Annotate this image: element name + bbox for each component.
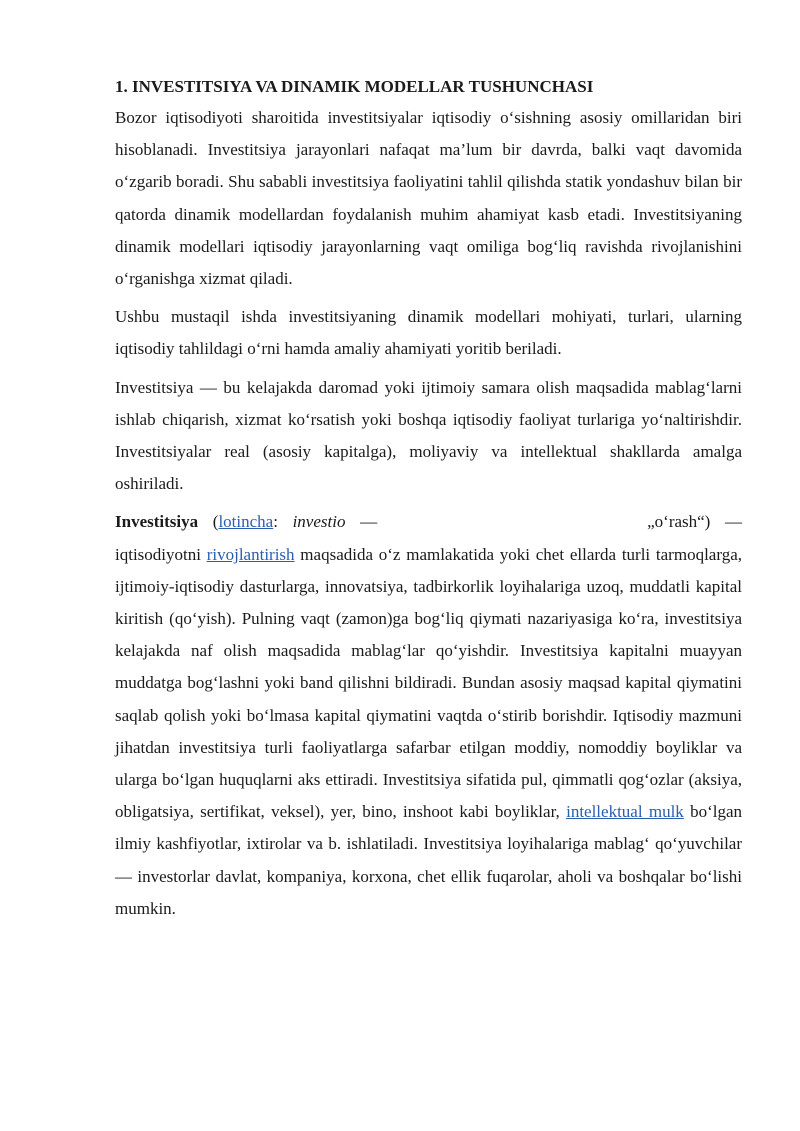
link-lotincha[interactable]: lotincha xyxy=(218,512,274,532)
text-a: iqtisodiyotni xyxy=(115,544,207,564)
text-c: bo‘lgan ilmiy kashfiyotlar, ixtirolar va b. ishlatiladi. Investitsiya loyihalariga mablag‘ qo‘yuvchilar — investorlar davlat, kompaniya, korxona, chet ellik fuqarolar, aholi va boshqalar bo‘lishi mumkin. xyxy=(115,802,743,918)
term-investitsiya: Investitsiya xyxy=(115,512,199,532)
paragraph-investitsiya-detail xyxy=(115,506,742,925)
latin-word: investio xyxy=(292,512,346,532)
link-intellektual-mulk[interactable]: intellektual mulk xyxy=(566,802,684,822)
text-b: maqsadida o‘z mamlakatida yoki chet ellarda turli tarmoqlarga, ijtimoiy-iqtisodiy dasturlarga, innovatsiya, tadbirkorlik loyihalariga uzoq, muddatli kapital kiritish (qo‘yish). Pulning vaqt (zamon)ga bog‘liq qiymati nazariyasiga ko‘ra, investitsiya kelajakda naf olish maqsadida mablag‘lar qo‘yishdir. Investitsiya kapitalni muayyan muddatga bog‘lashni yoki band qilishni bildiradi. Bundan asosiy maqsad kapital qiymatini saqlab qolish yoki bo‘lmasa kapital qiymatini vaqtda o‘stirib borishdir. Iqtisodiy mazmuni jihatdan investitsiya turli faoliyatlarga safarbar etilgan moddiy, nomoddiy boyliklar va ularga bo‘lgan huquqlarni aks ettiradi. Investitsiya sifatida pul, qimmatli qog‘ozlar (aksiya, obligatsiya, sertifikat, veksel), yer, bino, inshoot kabi boyliklar, xyxy=(115,544,742,822)
paragraph-scope: Ushbu mustaqil ishda investitsiyaning dinamik modellari mohiyati, turlari, ularning iqtisodiy tahlildagi o‘rni hamda amaliy ahamiyati yoritib beriladi. xyxy=(115,307,742,359)
dash: — xyxy=(345,512,378,532)
paragraph-definition: Investitsiya — bu kelajakda daromad yoki ijtimoiy samara olish maqsadida mablag‘larni ishlab chiqarish, xizmat ko‘rsatish yoki boshqa iqtisodiy faoliyat turlariga yo‘naltirishdir. Investitsiyalar real (asosiy kapitalga), moliyaviy va intellektual shakllarda amalga oshiriladi. xyxy=(115,377,742,494)
link-rivojlantirish[interactable]: rivojlantirish xyxy=(206,544,295,564)
document-page xyxy=(115,62,742,931)
paren-open: ( xyxy=(198,512,219,532)
translation: „o‘rash“) — xyxy=(647,512,742,532)
paragraph-intro: Bozor iqtisodiyoti sharoitida investitsiyalar iqtisodiy o‘sishning asosiy omillaridan biri hisoblanadi. Investitsiya jarayonlari nafaqat ma’lum bir davrda, balki vaqt davomida o‘zgarib boradi. Shu sababli investitsiya faoliyatini tahlil qilishda statik yondashuv bilan bir qatorda dinamik modellardan foydalanish muhim ahamiyat kasb etadi. Investitsiyaning dinamik modellari iqtisodiy jarayonlarning vaqt omiliga bog‘liq ravishda rivojlanishini o‘rganishga xizmat qiladi. xyxy=(115,108,742,289)
section-heading: 1. INVESTITSIYA VA DINAMIK MODELLAR TUSHUNCHASI xyxy=(115,77,594,96)
colon: : xyxy=(273,512,293,532)
